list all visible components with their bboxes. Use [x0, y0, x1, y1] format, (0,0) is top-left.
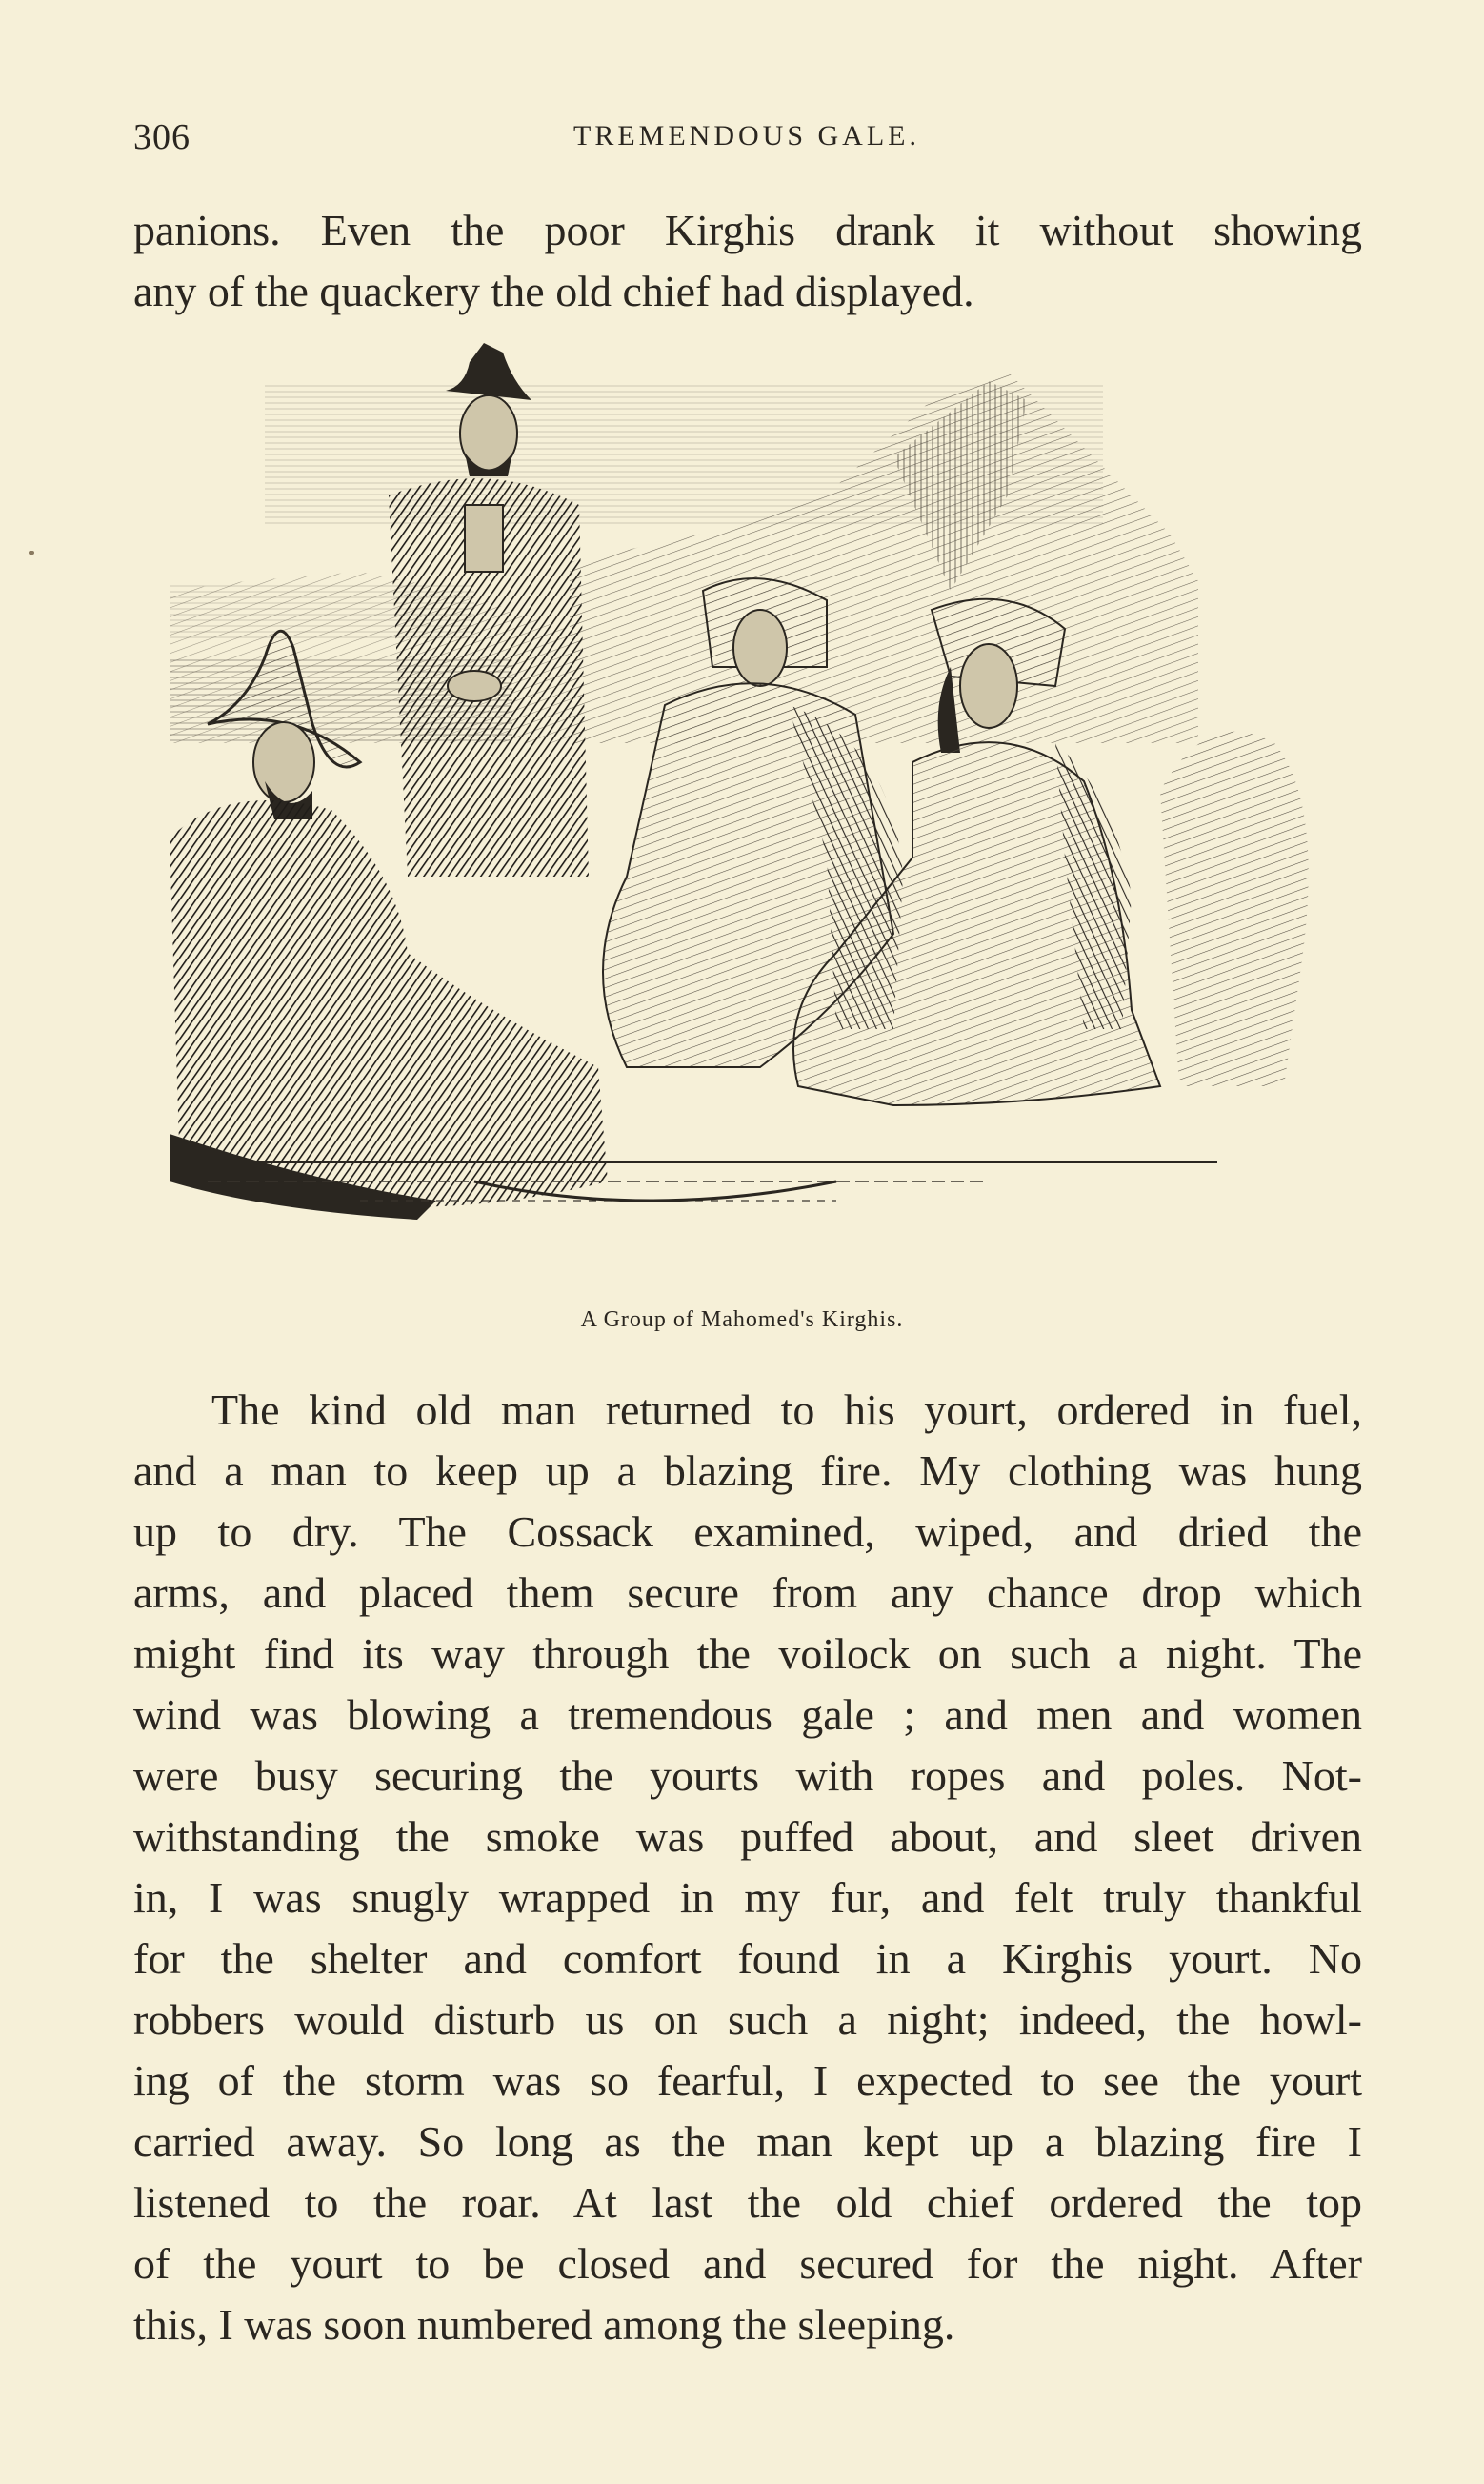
page-number: 306 — [133, 117, 191, 157]
text-line: were busy securing the yourts with ropes and poles. Not- — [133, 1751, 1362, 1800]
text-line: this, I was soon numbered among the sleeping. — [133, 2300, 955, 2349]
text-line: robbers would disturb us on such a night; indeed, the howl- — [133, 1995, 1362, 2044]
text-line: in, I was snugly wrapped in my fur, and felt truly thankful — [133, 1873, 1362, 1922]
text-line: arms, and placed them secure from any chance drop which — [133, 1568, 1362, 1617]
paragraph-2 — [133, 1380, 1362, 2355]
page-blemish — [29, 551, 34, 555]
text-line: might find its way through the voilock on such a night. The — [133, 1629, 1362, 1678]
text-line: listened to the roar. At last the old chief ordered the top — [133, 2178, 1362, 2227]
text-line: ing of the storm was so fearful, I expected to see the yourt — [133, 2056, 1362, 2105]
running-title: TREMENDOUS GALE. — [573, 120, 920, 151]
text-line: up to dry. The Cossack examined, wiped, and dried the — [133, 1507, 1362, 1556]
engraving-illustration — [170, 343, 1341, 1286]
text-line: for the shelter and comfort found in a Kirghis yourt. No — [133, 1934, 1362, 1983]
figure-caption: A Group of Mahomed's Kirghis. — [580, 1307, 904, 1332]
paragraph-1 — [133, 200, 1362, 322]
text-line: wind was blowing a tremendous gale ; and men and women — [133, 1690, 1362, 1739]
text-line: any of the quackery the old chief had displayed. — [133, 267, 974, 315]
text-line: The kind old man returned to his yourt, ordered in fuel, — [211, 1385, 1362, 1434]
page-header — [133, 116, 1360, 164]
text-line: withstanding the smoke was puffed about, and sleet driven — [133, 1812, 1362, 1861]
text-line: and a man to keep up a blazing fire. My clothing was hung — [133, 1446, 1362, 1495]
text-line: panions. Even the poor Kirghis drank it without showing — [133, 206, 1362, 254]
text-line: of the yourt to be closed and secured for the night. After — [133, 2239, 1362, 2288]
text-line: carried away. So long as the man kept up a blazing fire I — [133, 2117, 1362, 2166]
